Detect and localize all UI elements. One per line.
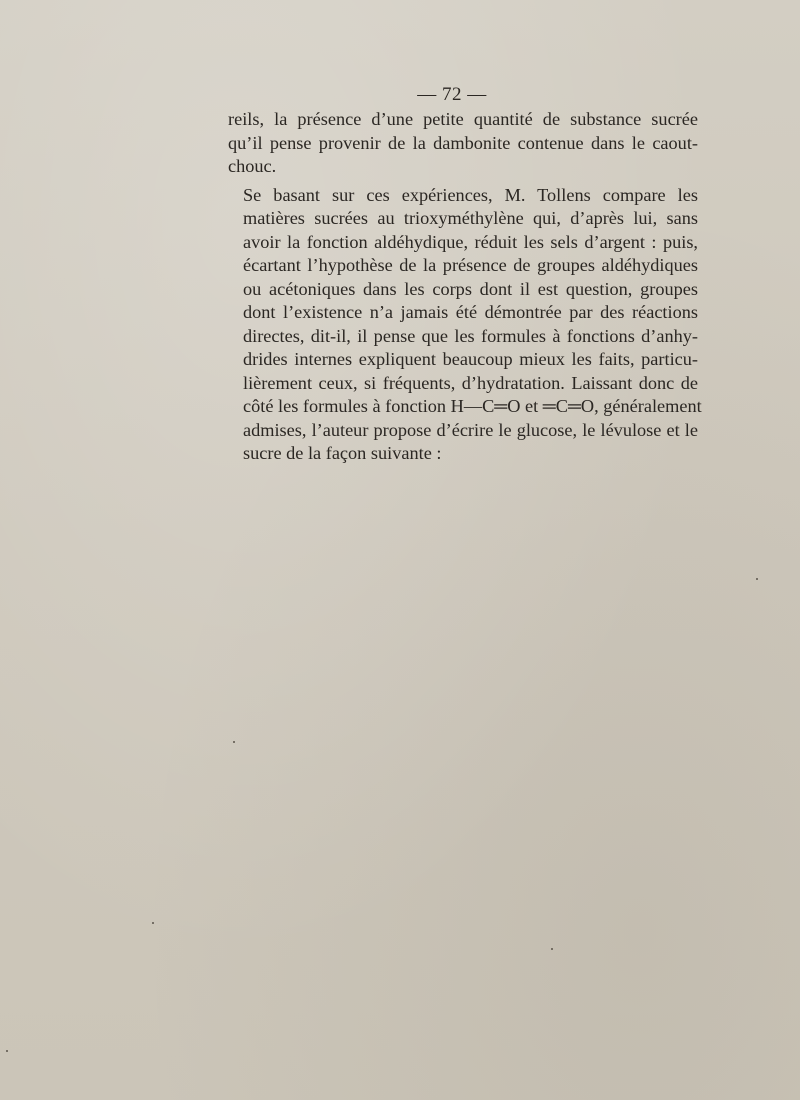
text-line: écartant l’hypothèse de la présence de groupes aldéhydiques	[243, 255, 698, 275]
text-line: matières sucrées au trioxyméthylène qui, d’après lui, sans	[243, 208, 698, 228]
page-number: — 72 —	[417, 84, 487, 105]
paper-speck	[233, 741, 235, 743]
body-text	[228, 108, 702, 466]
text-line: Se basant sur ces expériences, M. Tollens compare les	[243, 184, 698, 205]
text-line: sucre de la façon suivante :	[243, 443, 442, 463]
paragraph-1	[228, 108, 698, 179]
text-line: lièrement ceux, si fréquents, d’hydratation. Laissant donc de	[243, 372, 698, 393]
text-line: côté les formules à fonction H—C═O et ═C═O, généralement	[243, 396, 702, 416]
paper-speck	[756, 578, 758, 580]
text-line: avoir la fonction aldéhydique, réduit les sels d’argent : puis,	[243, 231, 698, 252]
text-line: chouc.	[228, 156, 277, 176]
text-line: drides internes expliquent beaucoup mieux les faits, particu-	[243, 349, 698, 369]
paper-speck	[6, 1050, 8, 1052]
paper-speck	[152, 922, 154, 924]
text-line: ou acétoniques dans les corps dont il est question, groupes	[243, 278, 698, 299]
text-line: dont l’existence n’a jamais été démontrée par des réactions	[243, 302, 698, 322]
paragraph-2	[228, 184, 702, 466]
paper-speck	[551, 948, 553, 950]
text-line: admises, l’auteur propose d’écrire le glucose, le lévulose et le	[243, 419, 698, 440]
text-line: directes, dit-il, il pense que les formules à fonctions d’anhy-	[243, 325, 698, 346]
text-line: reils, la présence d’une petite quantité de substance sucrée	[228, 109, 698, 129]
text-line: qu’il pense provenir de la dambonite contenue dans le caout-	[228, 132, 698, 153]
